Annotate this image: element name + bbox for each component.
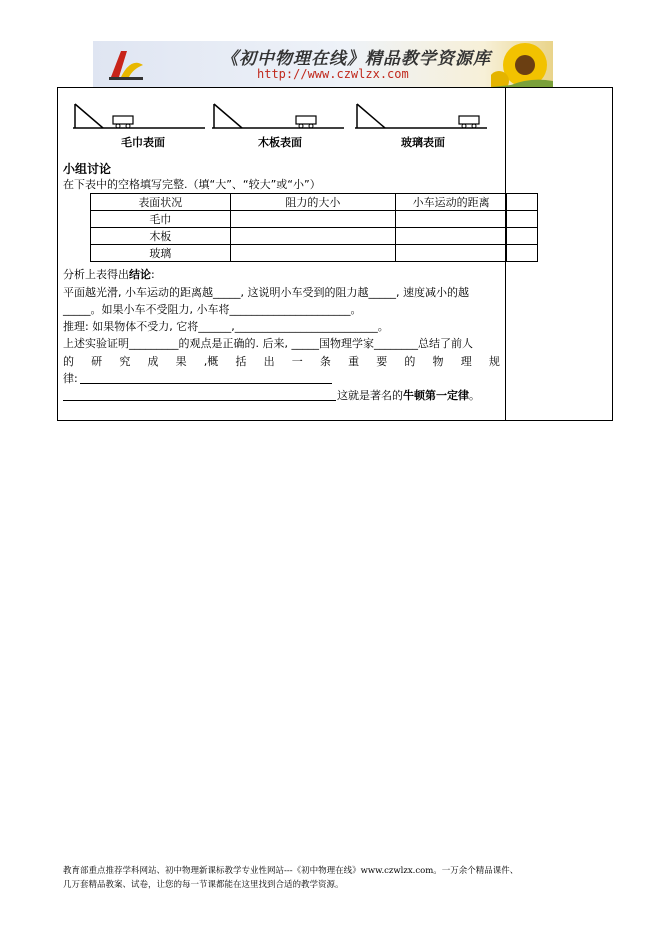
table-row xyxy=(91,245,538,262)
banner-title: 《初中物理在线》精品教学资源库 xyxy=(221,49,491,69)
table-cell-input[interactable] xyxy=(230,245,396,262)
banner-url[interactable]: http://www.czwlzx.com xyxy=(257,67,409,81)
char: 条 xyxy=(319,355,331,368)
char: ,概 xyxy=(203,355,219,368)
table-cell-input[interactable] xyxy=(230,228,396,245)
char: 的 xyxy=(63,355,74,368)
char: 要 xyxy=(376,355,388,368)
table-cell-input[interactable] xyxy=(396,245,507,262)
header-banner xyxy=(93,41,553,87)
char: 重 xyxy=(348,355,360,368)
table-cell-empty xyxy=(507,211,538,228)
analysis-line-3: 推理: 如果物体不受力, 它将______,__________________________。 xyxy=(63,320,389,333)
figure-label: 玻璃表面 xyxy=(401,136,445,149)
site-logo-icon xyxy=(107,47,147,81)
char: 规 xyxy=(488,355,500,368)
char: 一 xyxy=(291,355,303,368)
table-cell-surface: 玻璃 xyxy=(91,245,231,262)
footer-line-1: 教育部重点推荐学科网站、初中物理新课标教学专业性网站---《初中物理在线》www.czwlzx.com。一万余个精品课件、 xyxy=(63,866,519,876)
analysis-line-2: _____。如果小车不受阻力, 小车将______________________。 xyxy=(63,303,362,316)
analysis-line-6: 律: xyxy=(63,372,78,385)
answer-blank-line[interactable] xyxy=(63,400,336,401)
table-cell-empty xyxy=(507,245,538,262)
char: 理 xyxy=(460,355,472,368)
discussion-instruction: 在下表中的空格填写完整.（填“大”、“较大”或“小”） xyxy=(63,178,321,191)
char: 的 xyxy=(404,355,416,368)
footer-line-2: 几万套精品教案、试卷，让您的每一节课都能在这里找到合适的教学资源。 xyxy=(63,880,344,890)
analysis-heading xyxy=(63,268,155,282)
figure-wood-surface xyxy=(212,100,342,152)
analysis-line-1: 平面越光滑, 小车运动的距离越_____, 这说明小车受到的阻力越_____, 速度减小的越 xyxy=(63,286,469,299)
sunflower-icon xyxy=(491,41,553,87)
table-cell-empty xyxy=(507,194,538,211)
char: 物 xyxy=(432,355,444,368)
char: 括 xyxy=(235,355,247,368)
analysis-suffix: : xyxy=(151,268,155,281)
table-cell-empty xyxy=(507,228,538,245)
analysis-line-5 xyxy=(63,353,500,369)
char: 究 xyxy=(119,355,131,368)
char: 研 xyxy=(91,355,103,368)
answer-blank-line[interactable] xyxy=(80,383,332,384)
table-header-cell: 阻力的大小 xyxy=(230,194,396,211)
newtons-first-law: 牛顿第一定律 xyxy=(403,389,469,402)
char: 成 xyxy=(147,355,159,368)
table-row xyxy=(91,211,538,228)
ramp-cart-diagram xyxy=(355,100,487,132)
figure-towel-surface xyxy=(73,100,203,152)
figure-glass-surface xyxy=(355,100,485,152)
table-cell-surface: 木板 xyxy=(91,228,231,245)
period: 。 xyxy=(469,389,480,402)
table-cell-input[interactable] xyxy=(396,228,507,245)
ramp-cart-diagram xyxy=(212,100,344,132)
table-row xyxy=(91,228,538,245)
result-table xyxy=(90,193,538,262)
table-header-cell: 表面状况 xyxy=(91,194,231,211)
char: 果 xyxy=(175,355,187,368)
analysis-prefix: 分析上表得出 xyxy=(63,268,129,281)
law-intro-text: 这就是著名的 xyxy=(337,389,403,402)
char: 出 xyxy=(263,355,275,368)
discussion-heading: 小组讨论 xyxy=(63,162,112,176)
figure-label: 木板表面 xyxy=(258,136,302,149)
analysis-line-4: 上述实验证明_________的观点是正确的. 后来, _____国物理学家________总结了前人 xyxy=(63,337,473,350)
page-footer xyxy=(63,864,603,892)
figure-label: 毛巾表面 xyxy=(121,136,165,149)
analysis-keyword: 结论 xyxy=(129,268,151,281)
table-cell-input[interactable] xyxy=(230,211,396,228)
table-cell-input[interactable] xyxy=(396,211,507,228)
table-header-row xyxy=(91,194,538,211)
analysis-line-7 xyxy=(337,389,480,403)
table-cell-surface: 毛巾 xyxy=(91,211,231,228)
ramp-cart-diagram xyxy=(73,100,205,132)
table-header-cell: 小车运动的距离 xyxy=(396,194,507,211)
